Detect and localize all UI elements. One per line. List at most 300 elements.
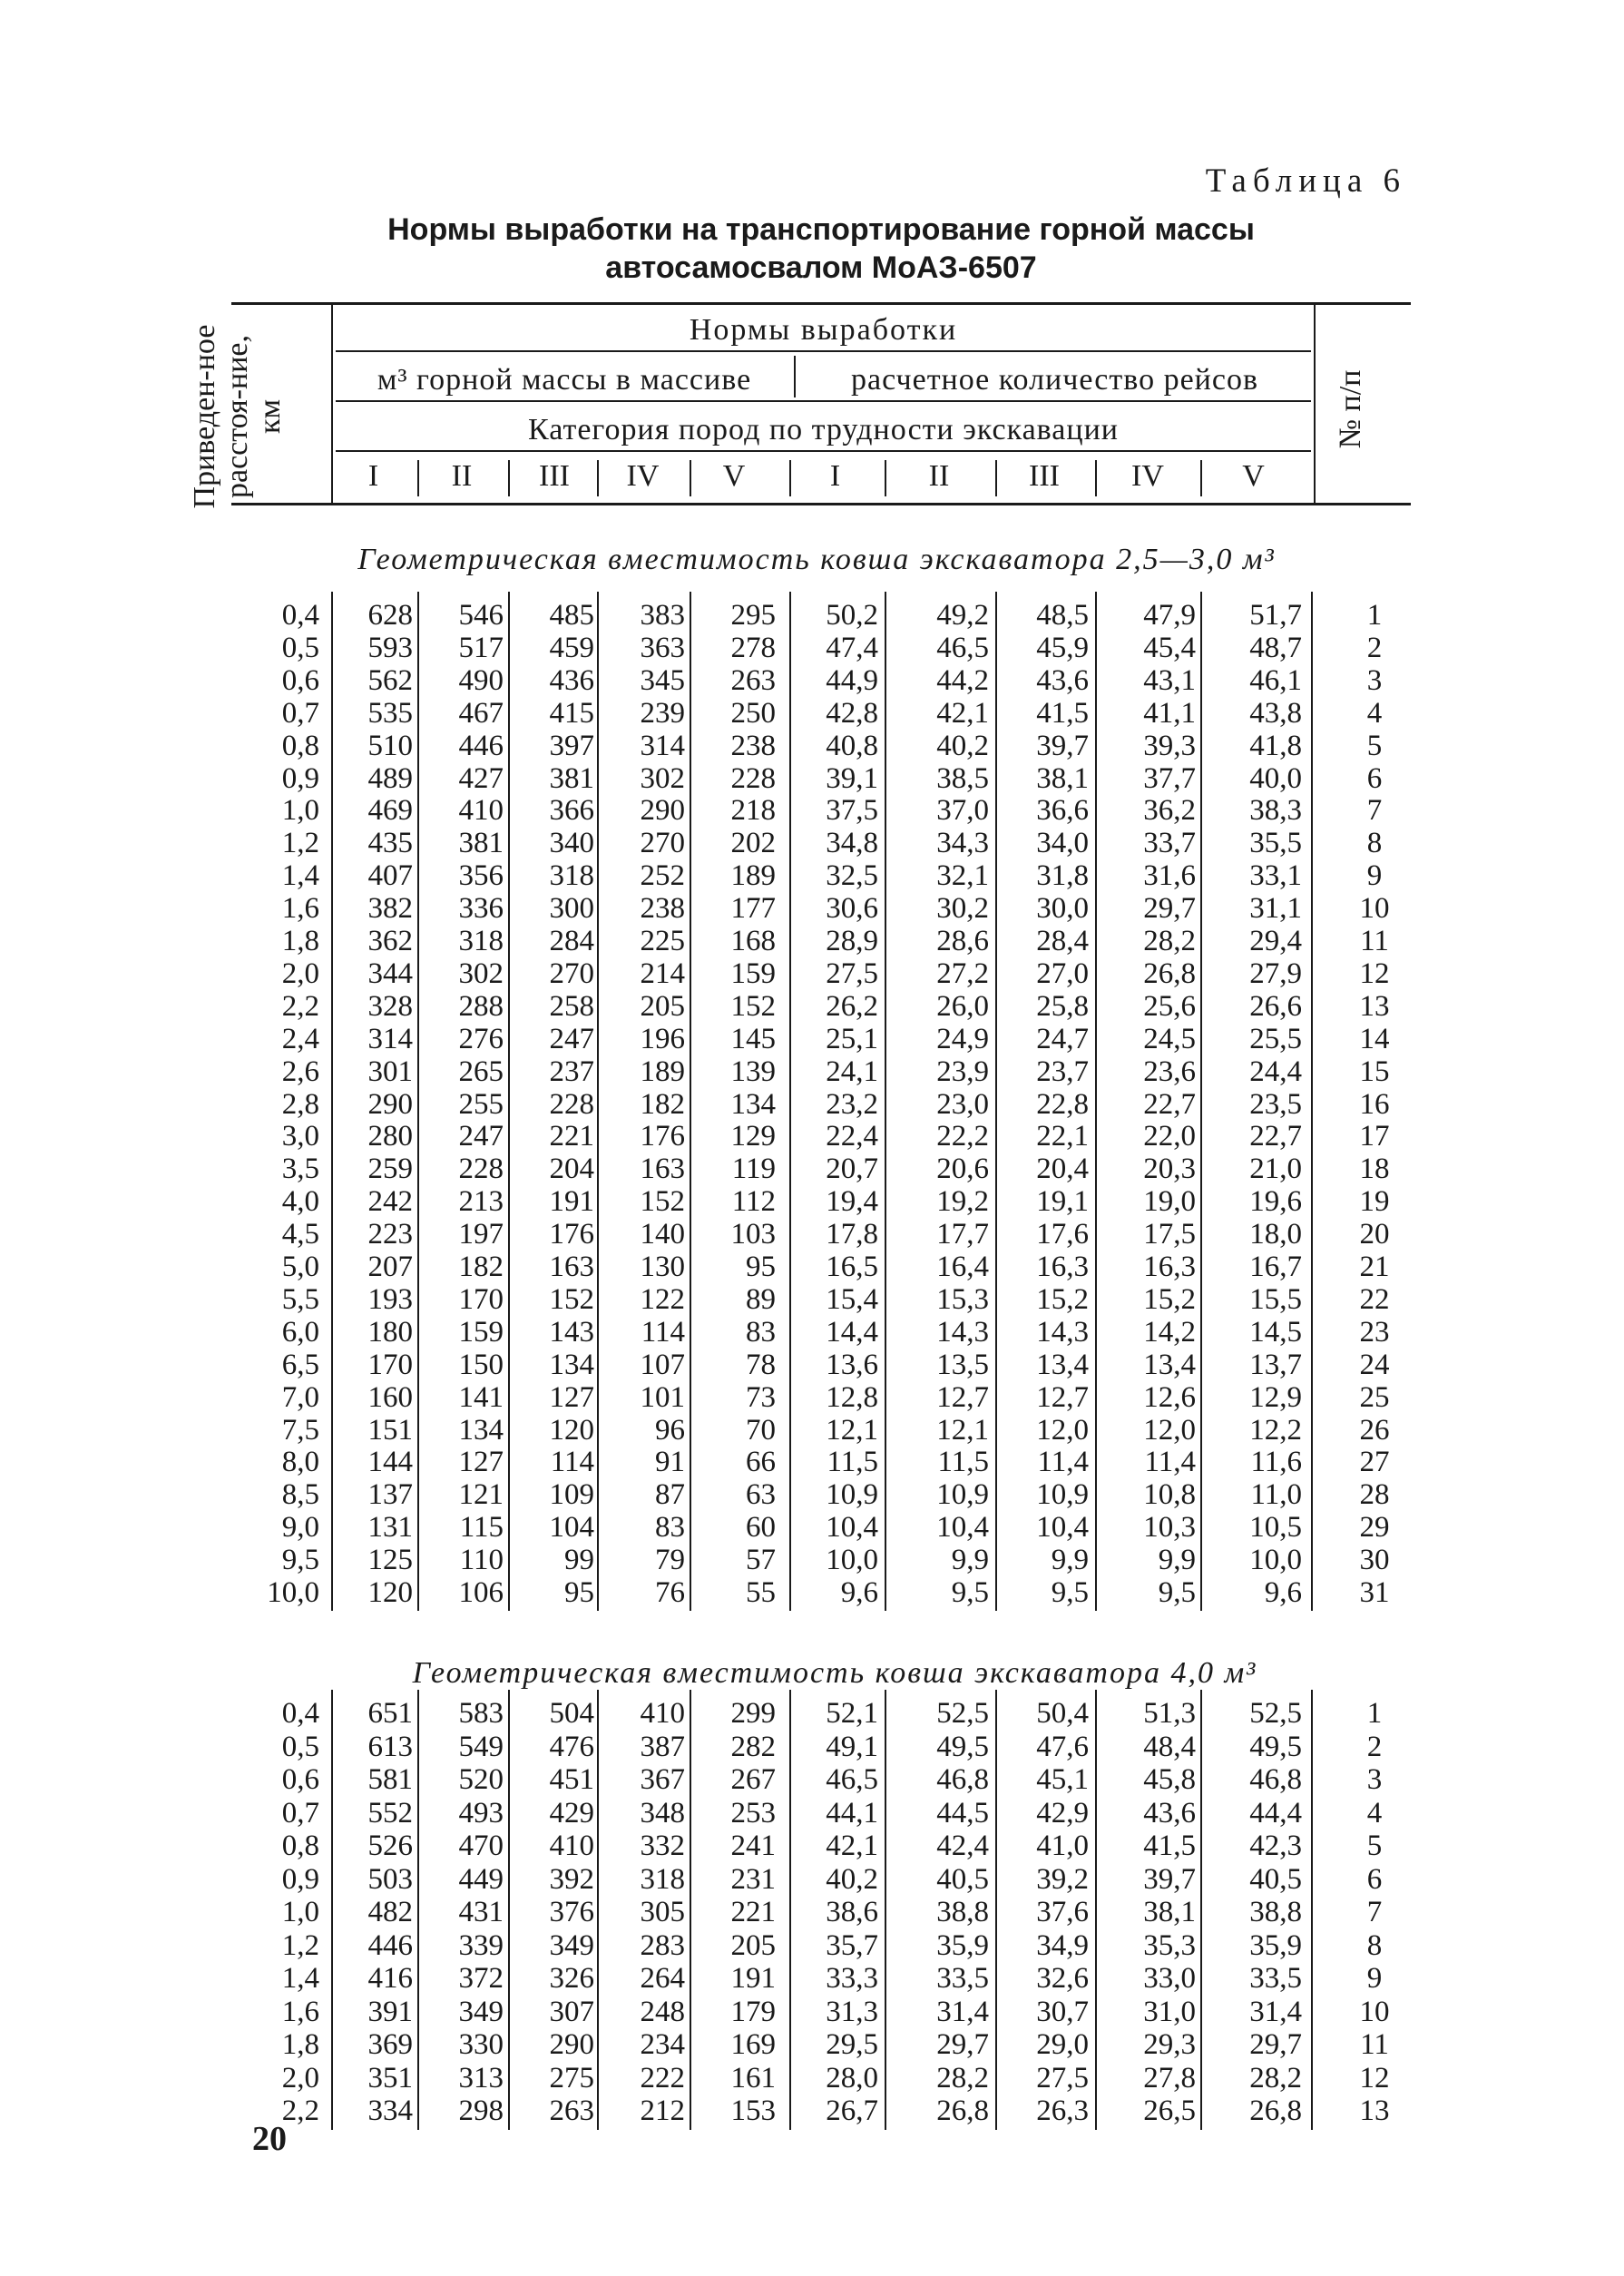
distance-cell: 2,0 — [281, 957, 319, 990]
volume-cell: 581 — [367, 1763, 413, 1796]
trips-cell: 13,5 — [936, 1348, 989, 1381]
trips-cell: 40,2 — [826, 1862, 878, 1896]
distance-cell: 6,5 — [281, 1348, 319, 1381]
volume-cell: 140 — [640, 1218, 685, 1251]
trips-cell: 9,5 — [1158, 1576, 1196, 1609]
volume-cell: 427 — [458, 761, 504, 795]
row-number-cell: 30 — [1359, 1544, 1390, 1577]
volume-cell: 73 — [746, 1380, 776, 1414]
category-divider — [995, 460, 997, 496]
volume-cell: 356 — [458, 859, 504, 893]
table-row — [0, 1962, 1624, 1995]
distance-cell: 0,8 — [281, 729, 319, 762]
trips-cell: 34,8 — [826, 827, 878, 860]
volume-cell: 276 — [458, 1022, 504, 1055]
trips-cell: 49,1 — [826, 1730, 878, 1763]
volume-cell: 161 — [730, 2061, 776, 2095]
volume-cell: 613 — [367, 1730, 413, 1763]
distance-cell: 4,5 — [281, 1218, 319, 1251]
trips-cell: 44,5 — [936, 1796, 989, 1830]
volume-cell: 290 — [549, 2028, 594, 2061]
volume-cell: 446 — [367, 1928, 413, 1962]
trips-cell: 32,5 — [826, 859, 878, 893]
volume-cell: 415 — [549, 696, 594, 730]
volume-cell: 159 — [458, 1315, 504, 1349]
trips-cell: 16,7 — [1249, 1251, 1302, 1283]
distance-cell: 1,0 — [281, 794, 319, 828]
trips-cell: 32,6 — [1036, 1962, 1089, 1995]
volume-cell: 247 — [549, 1022, 594, 1055]
trips-cell: 46,1 — [1249, 663, 1302, 697]
trips-cell: 13,7 — [1249, 1348, 1302, 1381]
trips-cell: 30,0 — [1036, 892, 1089, 926]
trips-cell: 33,1 — [1249, 859, 1302, 893]
trips-cell: 12,9 — [1249, 1380, 1302, 1414]
volume-cell: 234 — [640, 2028, 685, 2061]
volume-cell: 299 — [730, 1697, 776, 1730]
volume-cell: 180 — [367, 1315, 413, 1349]
volume-cell: 391 — [367, 1995, 413, 2028]
trips-cell: 19,1 — [1036, 1185, 1089, 1219]
volume-cell: 416 — [367, 1962, 413, 1995]
trips-cell: 10,9 — [826, 1478, 878, 1512]
volume-cell: 376 — [549, 1896, 594, 1928]
trips-cell: 38,8 — [1249, 1896, 1302, 1928]
row-number-cell: 13 — [1359, 989, 1390, 1023]
trips-cell: 37,6 — [1036, 1896, 1089, 1928]
volume-cell: 131 — [367, 1511, 413, 1545]
volume-cell: 265 — [458, 1055, 504, 1088]
header-top-rule — [231, 302, 1411, 305]
volume-cell: 392 — [549, 1862, 594, 1896]
trips-cell: 31,3 — [826, 1995, 878, 2028]
trips-cell: 24,7 — [1036, 1022, 1089, 1055]
volume-cell: 101 — [640, 1380, 685, 1414]
category-divider — [690, 460, 691, 496]
trips-cell: 22,7 — [1143, 1087, 1196, 1121]
category-trips-IV: IV — [1131, 459, 1164, 493]
row-number-cell: 8 — [1366, 1928, 1383, 1962]
trips-cell: 22,8 — [1036, 1087, 1089, 1121]
volume-cell: 106 — [458, 1576, 504, 1609]
trips-cell: 33,5 — [1249, 1962, 1302, 1995]
trips-cell: 38,5 — [936, 761, 989, 795]
volume-cell: 214 — [640, 957, 685, 990]
volume-cell: 57 — [746, 1544, 776, 1577]
trips-cell: 13,4 — [1036, 1348, 1089, 1381]
table-row — [0, 1863, 1624, 1896]
volume-cell: 520 — [458, 1763, 504, 1796]
table-row — [0, 762, 1624, 795]
volume-cell: 263 — [549, 2095, 594, 2127]
volume-cell: 205 — [640, 989, 685, 1023]
table-row — [0, 1731, 1624, 1763]
table-row — [0, 1697, 1624, 1730]
table-row — [0, 1283, 1624, 1316]
category-trips-II: II — [928, 459, 950, 493]
distance-cell: 1,8 — [281, 2028, 319, 2061]
trips-cell: 48,5 — [1036, 599, 1089, 632]
trips-cell: 52,1 — [826, 1697, 878, 1730]
header-volume-group: м³ горной массы в массиве — [377, 363, 752, 397]
row-number-cell: 12 — [1359, 957, 1390, 990]
volume-cell: 372 — [458, 1962, 504, 1995]
row-number-cell: 8 — [1366, 827, 1383, 860]
distance-cell: 7,0 — [281, 1380, 319, 1414]
trips-cell: 47,6 — [1036, 1730, 1089, 1763]
trips-cell: 9,9 — [951, 1544, 989, 1577]
trips-cell: 19,6 — [1249, 1185, 1302, 1219]
trips-cell: 15,3 — [936, 1282, 989, 1316]
trips-cell: 26,8 — [1249, 2095, 1302, 2127]
volume-cell: 127 — [458, 1446, 504, 1479]
volume-cell: 651 — [367, 1697, 413, 1730]
row-number-cell: 5 — [1366, 1830, 1383, 1862]
trips-cell: 26,0 — [936, 989, 989, 1023]
volume-cell: 114 — [550, 1446, 594, 1479]
distance-cell: 1,4 — [281, 1962, 319, 1995]
volume-cell: 451 — [549, 1763, 594, 1796]
table-row — [0, 1153, 1624, 1185]
trips-cell: 13,4 — [1143, 1348, 1196, 1381]
trips-cell: 49,5 — [1249, 1730, 1302, 1763]
table-row — [0, 599, 1624, 632]
volume-cell: 290 — [367, 1087, 413, 1121]
category-divider — [1095, 460, 1097, 496]
volume-cell: 89 — [746, 1282, 776, 1316]
trips-cell: 50,2 — [826, 599, 878, 632]
trips-cell: 16,4 — [936, 1251, 989, 1283]
trips-cell: 32,1 — [936, 859, 989, 893]
volume-cell: 134 — [458, 1413, 504, 1447]
volume-cell: 120 — [367, 1576, 413, 1609]
volume-cell: 207 — [367, 1251, 413, 1283]
trips-cell: 35,3 — [1143, 1928, 1196, 1962]
volume-cell: 259 — [367, 1153, 413, 1186]
volume-cell: 429 — [549, 1796, 594, 1830]
volume-cell: 196 — [640, 1022, 685, 1055]
table-row — [0, 1349, 1624, 1381]
volume-cell: 163 — [549, 1251, 594, 1283]
trips-cell: 26,5 — [1143, 2095, 1196, 2127]
trips-cell: 33,5 — [936, 1962, 989, 1995]
volume-cell: 120 — [549, 1413, 594, 1447]
volume-cell: 152 — [730, 989, 776, 1023]
distance-cell: 4,0 — [281, 1185, 319, 1219]
table-row — [0, 1511, 1624, 1544]
trips-cell: 26,2 — [826, 989, 878, 1023]
table-row — [0, 1830, 1624, 1862]
volume-cell: 298 — [458, 2095, 504, 2127]
trips-cell: 17,6 — [1036, 1218, 1089, 1251]
trips-cell: 39,1 — [826, 761, 878, 795]
trips-cell: 14,3 — [1036, 1315, 1089, 1349]
volume-cell: 367 — [640, 1763, 685, 1796]
row-number-cell: 13 — [1359, 2095, 1390, 2127]
trips-cell: 29,4 — [1249, 925, 1302, 957]
trips-cell: 20,4 — [1036, 1153, 1089, 1186]
trips-cell: 12,6 — [1143, 1380, 1196, 1414]
row-number-cell: 1 — [1366, 1697, 1383, 1730]
table-row — [0, 827, 1624, 859]
row-number-cell: 24 — [1359, 1348, 1390, 1381]
volume-cell: 349 — [458, 1995, 504, 2028]
trips-cell: 14,5 — [1249, 1315, 1302, 1349]
volume-cell: 83 — [746, 1315, 776, 1349]
distance-cell: 0,8 — [281, 1830, 319, 1862]
trips-cell: 12,7 — [936, 1380, 989, 1414]
volume-cell: 318 — [549, 859, 594, 893]
row-number-cell: 15 — [1359, 1055, 1390, 1088]
distance-cell: 10,0 — [267, 1576, 319, 1609]
volume-cell: 459 — [549, 631, 594, 664]
volume-cell: 182 — [458, 1251, 504, 1283]
volume-cell: 70 — [746, 1413, 776, 1447]
distance-cell: 0,9 — [281, 1862, 319, 1896]
distance-cell: 0,5 — [281, 631, 319, 664]
trips-cell: 27,2 — [936, 957, 989, 990]
volume-cell: 435 — [367, 827, 413, 860]
trips-cell: 29,7 — [1249, 2028, 1302, 2061]
distance-cell: 1,6 — [281, 1995, 319, 2028]
trips-cell: 41,1 — [1143, 696, 1196, 730]
volume-cell: 103 — [730, 1218, 776, 1251]
volume-cell: 182 — [640, 1087, 685, 1121]
volume-cell: 78 — [746, 1348, 776, 1381]
volume-cell: 191 — [730, 1962, 776, 1995]
volume-cell: 381 — [458, 827, 504, 860]
volume-cell: 163 — [640, 1153, 685, 1186]
distance-cell: 2,8 — [281, 1087, 319, 1121]
volume-cell: 562 — [367, 663, 413, 697]
trips-cell: 39,7 — [1143, 1862, 1196, 1896]
row-number-cell: 6 — [1366, 1862, 1383, 1896]
volume-cell: 134 — [549, 1348, 594, 1381]
volume-cell: 278 — [730, 631, 776, 664]
trips-cell: 37,5 — [826, 794, 878, 828]
table-row — [0, 1088, 1624, 1121]
trips-cell: 29,7 — [936, 2028, 989, 2061]
volume-cell: 467 — [458, 696, 504, 730]
trips-cell: 11,4 — [1037, 1446, 1089, 1479]
trips-cell: 29,3 — [1143, 2028, 1196, 2061]
trips-cell: 47,4 — [826, 631, 878, 664]
trips-cell: 42,4 — [936, 1830, 989, 1862]
trips-cell: 14,3 — [936, 1315, 989, 1349]
header-distance: Приведен-ное расстоя-ние, км — [188, 324, 287, 509]
table-row — [0, 892, 1624, 925]
volume-cell: 237 — [549, 1055, 594, 1088]
trips-cell: 31,6 — [1143, 859, 1196, 893]
section-2-title: Геометрическая вместимость ковша экскаватора 4,0 м³ — [412, 1656, 1257, 1690]
volume-cell: 334 — [367, 2095, 413, 2127]
trips-cell: 51,3 — [1143, 1697, 1196, 1730]
volume-cell: 189 — [730, 859, 776, 893]
trips-cell: 15,4 — [826, 1282, 878, 1316]
row-number-cell: 10 — [1359, 892, 1390, 926]
row-number-cell: 2 — [1366, 631, 1383, 664]
row-number-cell: 29 — [1359, 1511, 1390, 1545]
volume-cell: 314 — [640, 729, 685, 762]
trips-cell: 49,2 — [936, 599, 989, 632]
volume-cell: 202 — [730, 827, 776, 860]
trips-cell: 9,9 — [1051, 1544, 1089, 1577]
trips-cell: 29,5 — [826, 2028, 878, 2061]
volume-cell: 191 — [549, 1185, 594, 1219]
table-row — [0, 1996, 1624, 2028]
volume-cell: 179 — [730, 1995, 776, 2028]
table-row — [0, 957, 1624, 990]
row-number-cell: 10 — [1359, 1995, 1390, 2028]
volume-cell: 115 — [459, 1511, 504, 1545]
volume-cell: 189 — [640, 1055, 685, 1088]
row-number-cell: 28 — [1359, 1478, 1390, 1512]
volume-cell: 239 — [640, 696, 685, 730]
volume-cell: 282 — [730, 1730, 776, 1763]
trips-cell: 28,6 — [936, 925, 989, 957]
distance-cell: 0,7 — [281, 696, 319, 730]
distance-cell: 1,4 — [281, 859, 319, 893]
volume-cell: 150 — [458, 1348, 504, 1381]
trips-cell: 9,5 — [951, 1576, 989, 1609]
volume-cell: 366 — [549, 794, 594, 828]
table-label: Таблица 6 — [1205, 162, 1406, 200]
table-row — [0, 2062, 1624, 2095]
trips-cell: 31,8 — [1036, 859, 1089, 893]
trips-cell: 44,9 — [826, 663, 878, 697]
volume-cell: 593 — [367, 631, 413, 664]
volume-cell: 284 — [549, 925, 594, 957]
volume-cell: 109 — [549, 1478, 594, 1512]
volume-cell: 263 — [730, 663, 776, 697]
row-number-cell: 11 — [1360, 925, 1389, 957]
trips-cell: 37,7 — [1143, 761, 1196, 795]
category-volume-II: II — [451, 459, 473, 493]
distance-cell: 1,0 — [281, 1896, 319, 1928]
trips-cell: 23,6 — [1143, 1055, 1196, 1088]
volume-cell: 250 — [730, 696, 776, 730]
volume-cell: 130 — [640, 1251, 685, 1283]
table-row — [0, 1896, 1624, 1928]
header-row-number: № п/п — [1334, 369, 1367, 449]
volume-cell: 387 — [640, 1730, 685, 1763]
volume-cell: 121 — [458, 1478, 504, 1512]
volume-cell: 344 — [367, 957, 413, 990]
volume-cell: 305 — [640, 1896, 685, 1928]
volume-cell: 122 — [640, 1282, 685, 1316]
volume-cell: 436 — [549, 663, 594, 697]
volume-cell: 326 — [549, 1962, 594, 1995]
volume-cell: 95 — [564, 1576, 594, 1609]
row-number-cell: 4 — [1366, 1796, 1383, 1830]
volume-cell: 503 — [367, 1862, 413, 1896]
volume-cell: 221 — [549, 1120, 594, 1153]
trips-cell: 52,5 — [936, 1697, 989, 1730]
volume-cell: 110 — [459, 1544, 504, 1577]
volume-cell: 127 — [549, 1380, 594, 1414]
volume-cell: 383 — [640, 599, 685, 632]
trips-cell: 40,2 — [936, 729, 989, 762]
title-line-2: автосамосвалом МоАЗ-6507 — [605, 250, 1037, 285]
table-row — [0, 1929, 1624, 1962]
table-row — [0, 2095, 1624, 2127]
table-row — [0, 1023, 1624, 1055]
trips-cell: 22,7 — [1249, 1120, 1302, 1153]
category-divider — [789, 460, 791, 496]
distance-cell: 2,2 — [281, 2095, 319, 2127]
trips-cell: 17,8 — [826, 1218, 878, 1251]
trips-cell: 24,9 — [936, 1022, 989, 1055]
table-row — [0, 1185, 1624, 1218]
trips-cell: 39,3 — [1143, 729, 1196, 762]
volume-cell: 330 — [458, 2028, 504, 2061]
volume-cell: 302 — [640, 761, 685, 795]
volume-cell: 104 — [549, 1511, 594, 1545]
volume-cell: 63 — [746, 1478, 776, 1512]
row-number-cell: 1 — [1366, 599, 1383, 632]
trips-cell: 9,6 — [840, 1576, 878, 1609]
trips-cell: 38,3 — [1249, 794, 1302, 828]
volume-cell: 336 — [458, 892, 504, 926]
trips-cell: 29,7 — [1143, 892, 1196, 926]
volume-cell: 252 — [640, 859, 685, 893]
volume-cell: 583 — [458, 1697, 504, 1730]
trips-cell: 26,8 — [936, 2095, 989, 2127]
trips-cell: 41,8 — [1249, 729, 1302, 762]
trips-cell: 13,6 — [826, 1348, 878, 1381]
trips-cell: 45,8 — [1143, 1763, 1196, 1796]
volume-cell: 351 — [367, 2061, 413, 2095]
row-number-cell: 17 — [1359, 1120, 1390, 1153]
row-number-cell: 4 — [1366, 696, 1383, 730]
table-row — [0, 632, 1624, 664]
volume-cell: 222 — [640, 2061, 685, 2095]
row-number-cell: 7 — [1366, 1896, 1383, 1928]
volume-cell: 79 — [655, 1544, 685, 1577]
trips-cell: 33,3 — [826, 1962, 878, 1995]
volume-cell: 264 — [640, 1962, 685, 1995]
volume-cell: 238 — [730, 729, 776, 762]
header-trips-group: расчетное количество рейсов — [851, 363, 1258, 397]
distance-cell: 5,5 — [281, 1282, 319, 1316]
volume-cell: 362 — [367, 925, 413, 957]
distance-cell: 1,2 — [281, 1928, 319, 1962]
volume-cell: 410 — [640, 1697, 685, 1730]
page-number: 20 — [252, 2120, 287, 2158]
distance-cell: 8,5 — [281, 1478, 319, 1512]
trips-cell: 25,8 — [1036, 989, 1089, 1023]
volume-cell: 295 — [730, 599, 776, 632]
table-row — [0, 794, 1624, 827]
trips-cell: 40,5 — [936, 1862, 989, 1896]
trips-cell: 25,6 — [1143, 989, 1196, 1023]
trips-cell: 14,2 — [1143, 1315, 1196, 1349]
volume-cell: 339 — [458, 1928, 504, 1962]
trips-cell: 30,2 — [936, 892, 989, 926]
table-row — [0, 1544, 1624, 1576]
trips-cell: 41,5 — [1143, 1830, 1196, 1862]
volume-cell: 363 — [640, 631, 685, 664]
table-row — [0, 1576, 1624, 1609]
trips-cell: 48,4 — [1143, 1730, 1196, 1763]
volume-cell: 288 — [458, 989, 504, 1023]
volume-cell: 204 — [549, 1153, 594, 1186]
trips-cell: 25,5 — [1249, 1022, 1302, 1055]
trips-cell: 20,7 — [826, 1153, 878, 1186]
trips-cell: 10,5 — [1249, 1511, 1302, 1545]
table-row — [0, 1414, 1624, 1447]
trips-cell: 46,5 — [826, 1763, 878, 1796]
